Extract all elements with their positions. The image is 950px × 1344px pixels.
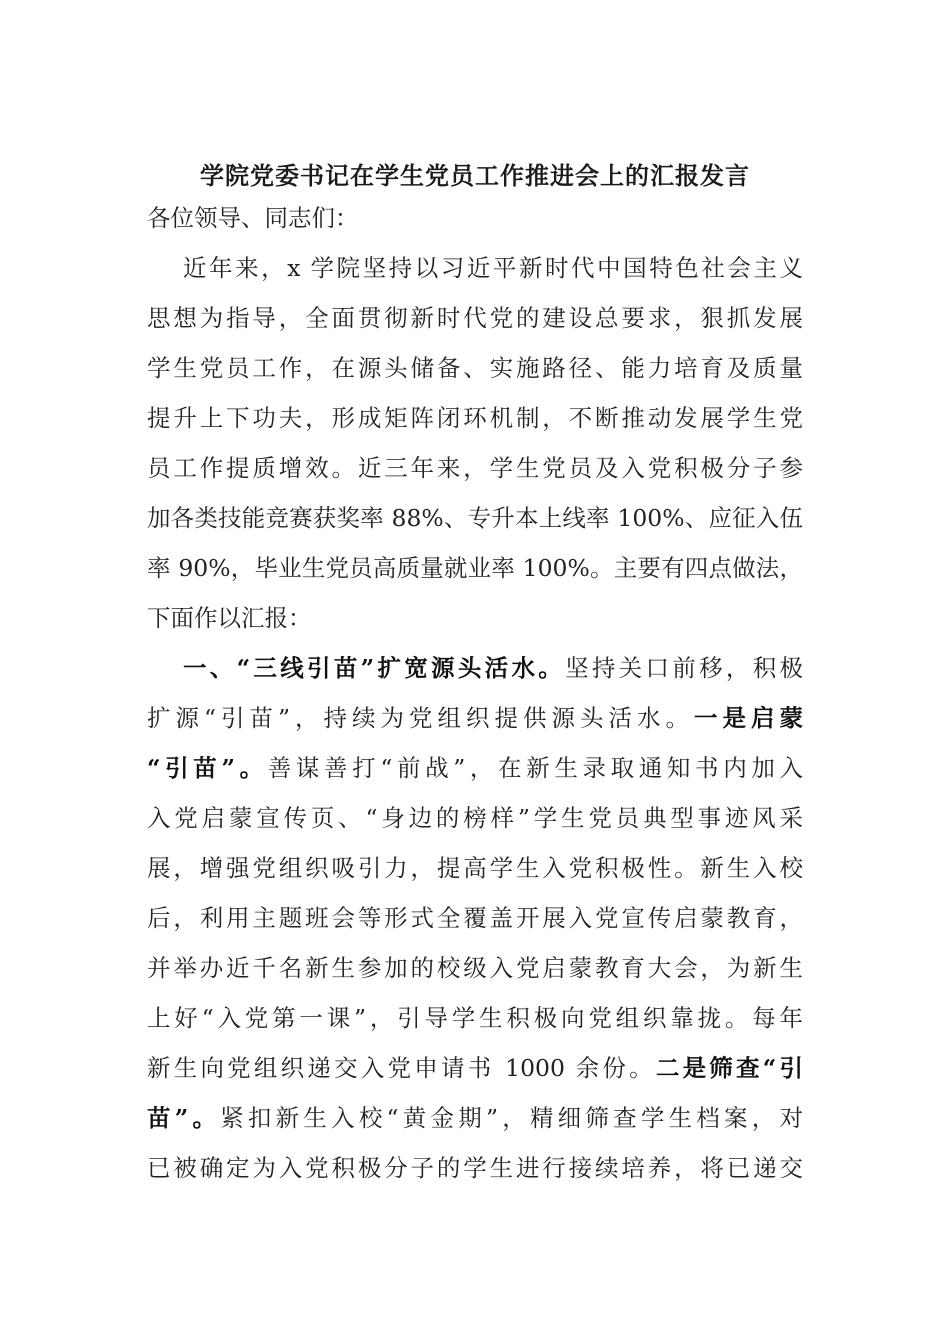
text-line [147, 393, 803, 443]
bold-heading-segment: “引苗”。 [147, 754, 268, 782]
bold-heading-segment: 一、“三线引苗”扩宽源头活水。 [183, 654, 566, 682]
text-segment: 近年来，x 学院坚持以习近平新时代中国特色社会主义 [183, 254, 803, 282]
text-segment: 并举办近千名新生参加的校级入党启蒙教育大会，为新生 [147, 954, 803, 982]
text-line [147, 793, 803, 843]
text-line [147, 243, 803, 293]
document-body [147, 193, 803, 1193]
text-segment: 入党启蒙宣传页、“身边的榜样”学生党员典型事迹风采 [147, 804, 803, 832]
page-title: 学院党委书记在学生党员工作推进会上的汇报发言 [200, 161, 750, 190]
text-line [147, 443, 803, 493]
text-segment: 紧扣新生入校“黄金期”，精细筛查学生档案，对 [220, 1104, 803, 1132]
text-line [147, 1093, 803, 1143]
text-segment: 员工作提质增效。近三年来，学生党员及入党积极分子参 [147, 454, 803, 482]
text-segment: 提升上下功夫，形成矩阵闭环机制，不断推动发展学生党 [147, 404, 803, 432]
text-segment: 学生党员工作，在源头储备、实施路径、能力培育及质量 [147, 354, 803, 382]
text-segment: 善谋善打“前战”，在新生录取通知书内加入 [267, 754, 803, 782]
bold-heading-segment: 二是筛查“引 [655, 1054, 803, 1082]
text-line [147, 593, 803, 643]
text-line [147, 293, 803, 343]
text-segment: 率 90%，毕业生党员高质量就业率 100%。主要有四点做法， [147, 554, 803, 582]
salutation: 各位领导、同志们： [147, 204, 359, 232]
bold-heading-segment: 一是启蒙 [694, 704, 803, 732]
text-line [147, 743, 803, 793]
text-segment: 思想为指导，全面贯彻新时代党的建设总要求，狠抓发展 [147, 304, 803, 332]
text-segment: 新生向党组织递交入党申请书 1000 余份。 [147, 1054, 656, 1082]
text-segment: 上好“入党第一课”，引导学生积极向党组织靠拢。每年 [147, 1004, 803, 1032]
text-line [147, 993, 803, 1043]
text-segment: 加各类技能竞赛获奖率 88%、专升本上线率 100%、应征入伍 [147, 504, 803, 532]
text-segment: 下面作以汇报： [147, 604, 312, 632]
text-line [147, 1143, 803, 1193]
text-line [147, 343, 803, 393]
paragraph-lines [147, 243, 803, 1193]
text-segment: 展，增强党组织吸引力，提高学生入党积极性。新生入校 [147, 854, 803, 882]
text-segment: 扩源“引苗”，持续为党组织提供源头活水。 [147, 704, 694, 732]
text-line [147, 843, 803, 893]
text-line [147, 943, 803, 993]
bold-heading-segment: 苗”。 [147, 1104, 221, 1132]
text-line [147, 893, 803, 943]
text-segment: 坚持关口前移，积极 [565, 654, 803, 682]
text-line [147, 543, 803, 593]
text-line [147, 693, 803, 743]
text-segment: 后，利用主题班会等形式全覆盖开展入党宣传启蒙教育， [147, 904, 803, 932]
text-segment: 已被确定为入党积极分子的学生进行接续培养，将已递交 [147, 1154, 803, 1182]
text-line [147, 1043, 803, 1093]
text-line [147, 643, 803, 693]
text-line [147, 493, 803, 543]
